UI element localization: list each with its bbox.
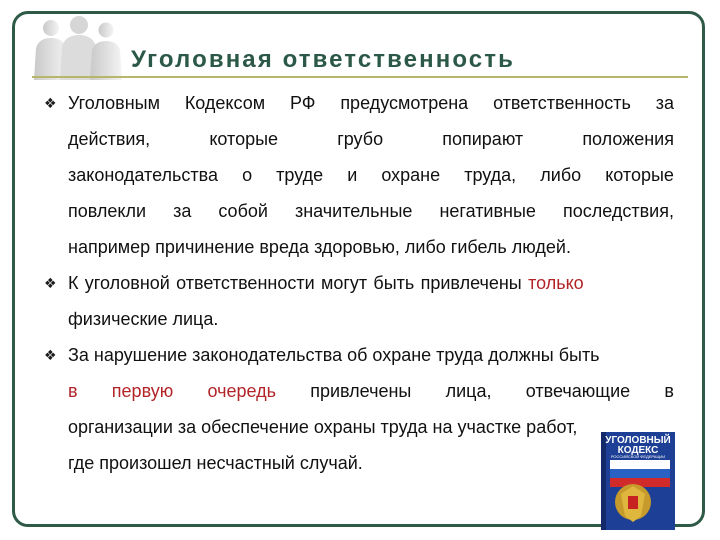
highlighted-word: очередь — [207, 381, 276, 401]
bullet-3-line-1: За нарушение законодательства об охране труда должны быть — [68, 345, 600, 365]
word: действия, — [68, 129, 151, 149]
highlighted-word: в — [68, 381, 78, 401]
title-divider — [32, 76, 688, 78]
word: труде — [276, 165, 324, 185]
book-title-line-1: УГОЛОВНЫЙ — [605, 435, 671, 446]
slide-title: Уголовная ответственность — [131, 46, 515, 73]
word: повлекли — [68, 201, 147, 221]
word: либо — [540, 165, 582, 185]
word: привлечены — [310, 381, 412, 401]
bullet-1-line-4 — [68, 200, 674, 222]
word: труда, — [464, 165, 517, 185]
bullet-1-line-5: например причинение вреда здоровью, либо гибель людей. — [68, 237, 571, 257]
diamond-bullet-icon: ❖ — [44, 95, 57, 111]
word: положения — [582, 129, 674, 149]
word: негативные — [439, 201, 536, 221]
word: Уголовным — [68, 93, 160, 113]
bullet-3-line-4: где произошел несчастный случай. — [68, 453, 363, 473]
bullet-1-line-3 — [68, 164, 674, 186]
bullet-2-line-1 — [68, 272, 674, 294]
book-title-line-2: КОДЕКС — [617, 445, 659, 456]
highlighted-text: только — [528, 273, 584, 293]
highlighted-word: первую — [111, 381, 174, 401]
word: отвечающие — [525, 381, 631, 401]
business-people-silhouette-icon — [24, 14, 136, 80]
word: охране — [381, 165, 441, 185]
word: за — [655, 93, 674, 113]
word: которые — [605, 165, 674, 185]
criminal-code-book-icon — [601, 432, 675, 530]
word: за — [173, 201, 192, 221]
bullet-1-line-2 — [68, 128, 674, 150]
bullet-2-line-2: физические лица. — [68, 309, 219, 329]
word: и — [347, 165, 358, 185]
word: последствия, — [562, 201, 674, 221]
diamond-bullet-icon: ❖ — [44, 347, 57, 363]
word: РФ — [289, 93, 316, 113]
word: попирают — [442, 129, 524, 149]
bullet-3-line-2 — [68, 380, 674, 402]
word: собой — [218, 201, 268, 221]
word: лица, — [445, 381, 492, 401]
word: грубо — [337, 129, 384, 149]
word: о — [242, 165, 253, 185]
text-run: К уголовной ответственности могут быть привлечены — [68, 273, 529, 293]
diamond-bullet-icon: ❖ — [44, 275, 57, 291]
word: которые — [209, 129, 279, 149]
bullet-1-line-1 — [68, 92, 674, 114]
book-subtitle: РОССИЙСКОЙ ФЕДЕРАЦИИ — [610, 454, 666, 459]
word: законодательства — [68, 165, 218, 185]
word: ответственность — [493, 93, 631, 113]
word: Кодексом — [184, 93, 266, 113]
bullet-3-line-3: организации за обеспечение охраны труда на участке работ, — [68, 417, 578, 437]
word: предусмотрена — [340, 93, 469, 113]
word: значительные — [294, 201, 413, 221]
word: в — [664, 381, 674, 401]
